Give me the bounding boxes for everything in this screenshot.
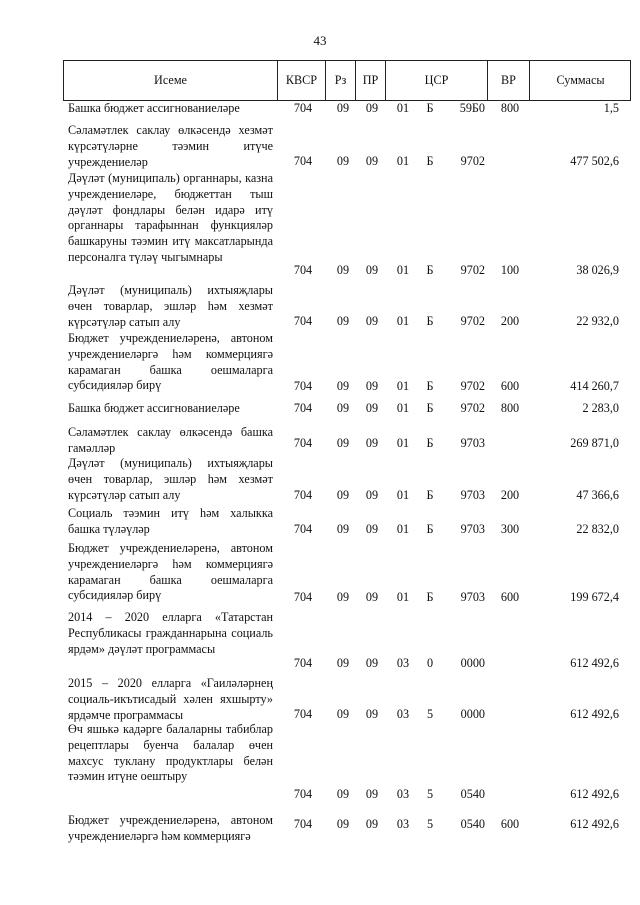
row-name: 2014 – 2020 елларга «Татарстан Республикасы гражданнарына социаль ярдәм» дәүләт программасы: [68, 610, 273, 656]
row-name: Бюджет учреждениеләренә, автоном учреждениеләргә һәм коммерциягә карамаган башка оешмаларга субсидияләр бирү: [68, 331, 273, 393]
cell-rz: 09: [336, 522, 350, 536]
cell-kvsr: 704: [293, 488, 313, 502]
cell-c2: Б: [426, 154, 434, 168]
cell-vr: 200: [500, 314, 520, 328]
cell-sum: 612 492,6: [570, 787, 619, 801]
cell-rz: 09: [336, 817, 350, 831]
row-name: Өч яшькә кадәрге балаларны табиблар рецептлары буенча балалар өчен махсус туклану продуктлары белән тәэмин итүне оештыру: [68, 722, 273, 784]
cell-c1: 01: [396, 401, 410, 415]
cell-c1: 01: [396, 522, 410, 536]
cell-kvsr: 704: [293, 154, 313, 168]
cell-c3: 9703: [460, 488, 485, 502]
cell-c2: Б: [426, 590, 434, 604]
cell-c2: Б: [426, 522, 434, 536]
table-header: [63, 60, 631, 101]
cell-c1: 01: [396, 436, 410, 450]
row-name: Сәламәтлек саклау өлкәсендә башка гамәлләр: [68, 425, 273, 455]
cell-kvsr: 704: [293, 379, 313, 393]
cell-c2: Б: [426, 488, 434, 502]
cell-c3: 0000: [460, 656, 485, 670]
cell-c2: Б: [426, 263, 434, 277]
row-name: Башка бюджет ассигнованиеләре: [68, 401, 240, 415]
cell-c3: 9703: [460, 522, 485, 536]
cell-c3: 9702: [460, 314, 485, 328]
cell-vr: 600: [500, 590, 520, 604]
cell-c1: 03: [396, 787, 410, 801]
cell-kvsr: 704: [293, 263, 313, 277]
cell-rz: 09: [336, 707, 350, 721]
cell-sum: 22 832,0: [576, 522, 619, 536]
cell-sum: 477 502,6: [570, 154, 619, 168]
cell-c1: 03: [396, 817, 410, 831]
cell-c1: 03: [396, 707, 410, 721]
cell-sum: 612 492,6: [570, 817, 619, 831]
cell-rz: 09: [336, 154, 350, 168]
cell-c3: 9702: [460, 379, 485, 393]
cell-c1: 01: [396, 263, 410, 277]
cell-rz: 09: [336, 314, 350, 328]
header-vr: ВР: [488, 61, 530, 100]
cell-vr: 800: [500, 401, 520, 415]
cell-rz: 09: [336, 590, 350, 604]
cell-pr: 09: [365, 707, 379, 721]
cell-kvsr: 704: [293, 707, 313, 721]
cell-c3: 9702: [460, 401, 485, 415]
cell-pr: 09: [365, 379, 379, 393]
cell-sum: 2 283,0: [582, 401, 619, 415]
header-name: Исеме: [64, 61, 278, 100]
cell-c2: 0: [426, 656, 434, 670]
cell-sum: 612 492,6: [570, 707, 619, 721]
cell-c3: 9703: [460, 590, 485, 604]
cell-c3: 0000: [460, 707, 485, 721]
cell-sum: 1,5: [603, 101, 619, 115]
cell-rz: 09: [336, 787, 350, 801]
header-kvsr: КВСР: [278, 61, 326, 100]
cell-pr: 09: [365, 154, 379, 168]
row-name: Бюджет учреждениеләренә, автоном учреждениеләргә һәм коммерциягә: [68, 813, 273, 843]
cell-c1: 03: [396, 656, 410, 670]
cell-kvsr: 704: [293, 522, 313, 536]
cell-c1: 01: [396, 590, 410, 604]
cell-rz: 09: [336, 436, 350, 450]
cell-kvsr: 704: [293, 590, 313, 604]
row-name: 2015 – 2020 елларга «Гаиләләрнең социаль-икътисадый хәлен яхшырту» ярдәмче программасы: [68, 676, 273, 722]
cell-kvsr: 704: [293, 656, 313, 670]
cell-pr: 09: [365, 263, 379, 277]
cell-c2: Б: [426, 436, 434, 450]
cell-pr: 09: [365, 656, 379, 670]
cell-pr: 09: [365, 314, 379, 328]
cell-c1: 01: [396, 379, 410, 393]
page-number: 43: [313, 33, 327, 48]
cell-c1: 01: [396, 488, 410, 502]
cell-c3: 9703: [460, 436, 485, 450]
cell-c2: Б: [426, 101, 434, 115]
cell-sum: 22 932,0: [576, 314, 619, 328]
row-name: Бюджет учреждениеләренә, автоном учреждениеләргә һәм коммерциягә карамаган башка оешмаларга субсидияләр бирү: [68, 541, 273, 603]
cell-vr: 300: [500, 522, 520, 536]
cell-pr: 09: [365, 522, 379, 536]
cell-kvsr: 704: [293, 314, 313, 328]
cell-pr: 09: [365, 817, 379, 831]
row-name: Дәүләт (муниципаль) органнары, казна учреждениеләре, бюджеттан тыш дәүләт фондлары белән идарә итү органнары тарафыннан функцияләр башкаруны тәэмин итү максатларында персоналга түләү чыгымнары: [68, 171, 273, 264]
cell-rz: 09: [336, 401, 350, 415]
cell-kvsr: 704: [293, 101, 313, 115]
cell-c2: 5: [426, 817, 434, 831]
cell-vr: 800: [500, 101, 520, 115]
cell-sum: 47 366,6: [576, 488, 619, 502]
cell-vr: 600: [500, 379, 520, 393]
cell-c1: 01: [396, 154, 410, 168]
cell-sum: 414 260,7: [570, 379, 619, 393]
row-name: Дәүләт (муниципаль) ихтыяҗлары өчен товарлар, эшләр һәм хезмәт күрсәтүләр сатып алу: [68, 456, 273, 502]
cell-pr: 09: [365, 787, 379, 801]
cell-pr: 09: [365, 436, 379, 450]
cell-c3: 9702: [460, 263, 485, 277]
header-sum: Суммасы: [556, 73, 605, 87]
cell-c2: 5: [426, 707, 434, 721]
cell-c3: 0540: [460, 817, 485, 831]
cell-vr: 200: [500, 488, 520, 502]
cell-rz: 09: [336, 379, 350, 393]
cell-c3: 9702: [460, 154, 485, 168]
cell-c2: 5: [426, 787, 434, 801]
cell-c2: Б: [426, 401, 434, 415]
cell-pr: 09: [365, 401, 379, 415]
cell-kvsr: 704: [293, 787, 313, 801]
header-rz: Рз: [326, 61, 356, 100]
cell-c3: 0540: [460, 787, 485, 801]
header-csr: ЦСР: [386, 61, 488, 100]
cell-kvsr: 704: [293, 436, 313, 450]
cell-c1: 01: [396, 314, 410, 328]
cell-rz: 09: [336, 488, 350, 502]
row-name: Сәламәтлек саклау өлкәсендә хезмәт күрсәтүләрне тәэмин итүче учреждениеләр: [68, 123, 273, 169]
cell-pr: 09: [365, 488, 379, 502]
cell-sum: 612 492,6: [570, 656, 619, 670]
cell-sum: 38 026,9: [576, 263, 619, 277]
cell-rz: 09: [336, 656, 350, 670]
row-name: Социаль тәэмин итү һәм халыкка башка түләүләр: [68, 506, 273, 536]
cell-rz: 09: [336, 263, 350, 277]
cell-c3: 59Б0: [459, 101, 485, 115]
cell-c2: Б: [426, 314, 434, 328]
cell-vr: 600: [500, 817, 520, 831]
cell-sum: 269 871,0: [570, 436, 619, 450]
row-name: Дәүләт (муниципаль) ихтыяҗлары өчен товарлар, эшләр һәм хезмәт күрсәтүләр сатып алу: [68, 283, 273, 329]
cell-c1: 01: [396, 101, 410, 115]
cell-c2: Б: [426, 379, 434, 393]
cell-kvsr: 704: [293, 817, 313, 831]
cell-vr: 100: [500, 263, 520, 277]
cell-kvsr: 704: [293, 401, 313, 415]
cell-rz: 09: [336, 101, 350, 115]
cell-pr: 09: [365, 101, 379, 115]
header-pr: ПР: [356, 61, 386, 100]
cell-pr: 09: [365, 590, 379, 604]
row-name: Башка бюджет ассигнованиеләре: [68, 101, 240, 115]
cell-sum: 199 672,4: [570, 590, 619, 604]
